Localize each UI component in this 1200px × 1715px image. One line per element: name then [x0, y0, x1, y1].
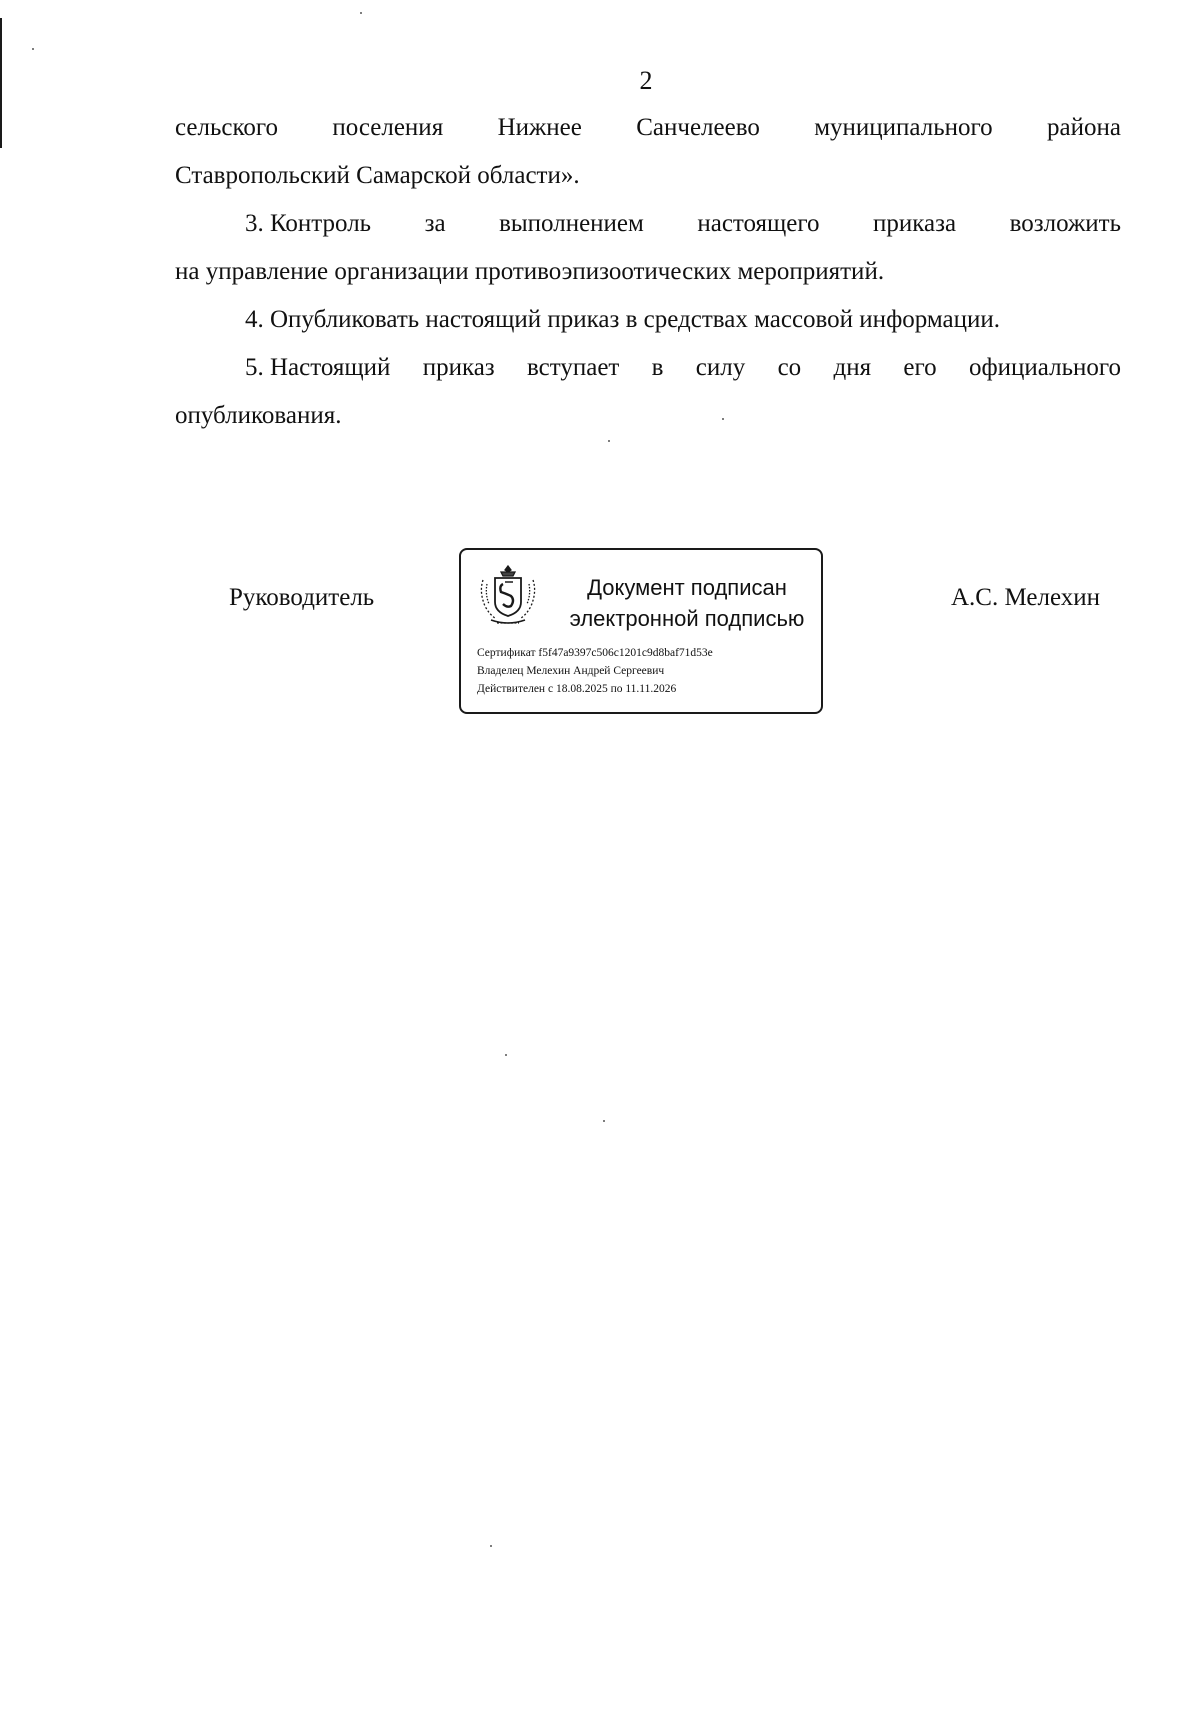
- scan-speck: [608, 440, 610, 442]
- item-4: 4. Опубликовать настоящий приказ в средствах массовой информации.: [245, 306, 1001, 333]
- scan-speck: [603, 1120, 605, 1122]
- item-5-line-1: 5. Настоящий приказ вступает в силу со дня его официального: [245, 354, 1121, 381]
- coat-of-arms-emblem-icon: [477, 562, 539, 628]
- stamp-details: [477, 644, 713, 698]
- stamp-owner: Владелец Мелехин Андрей Сергеевич: [477, 665, 665, 677]
- stamp-title: Документ подписан электронной подписью: [569, 575, 805, 631]
- scan-speck: [490, 1545, 492, 1547]
- scan-speck: [32, 48, 34, 50]
- page-number: 2: [639, 66, 653, 95]
- item-3-line-1: 3. Контроль за выполнением настоящего приказа возложить: [245, 210, 1121, 237]
- item-3-line-2: на управление организации противоэпизоотических мероприятий.: [175, 258, 885, 285]
- electronic-signature-stamp: [459, 548, 823, 714]
- scan-speck: [360, 12, 362, 14]
- stamp-validity: Действителен с 18.08.2025 по 11.11.2026: [477, 683, 677, 695]
- item-5-line-2: опубликования.: [175, 402, 342, 429]
- body-line-1: сельского поселения Нижнее Санчелеево муниципального района: [175, 114, 1121, 141]
- signatory-role: Руководитель: [229, 584, 375, 611]
- body-text: [175, 104, 1121, 440]
- stamp-certificate: Сертификат f5f47a9397c506c1201c9d8baf71d53e: [477, 647, 713, 659]
- body-line-2: Ставропольский Самарской области».: [175, 162, 580, 189]
- scan-speck: [505, 1054, 507, 1056]
- signatory-name: А.С. Мелехин: [951, 584, 1100, 611]
